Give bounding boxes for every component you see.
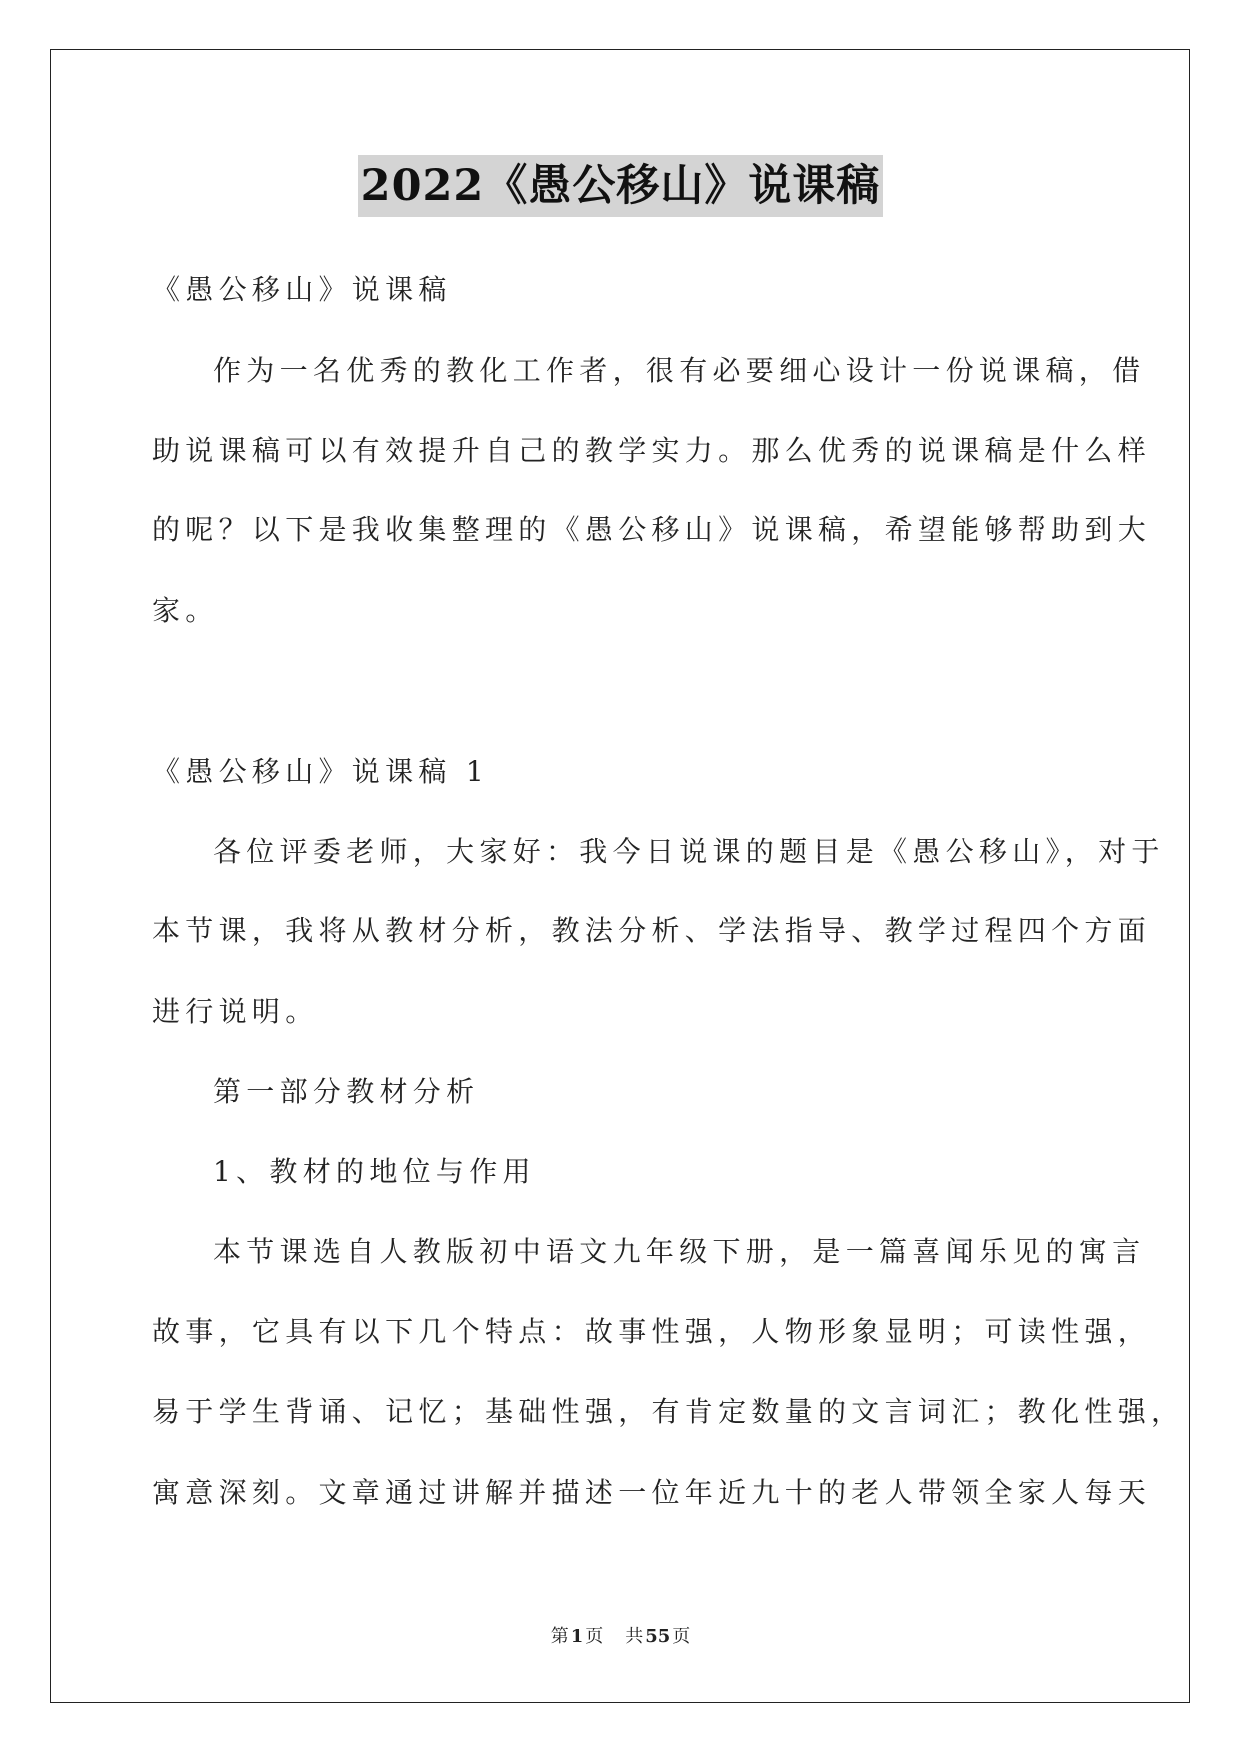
paragraph-line: 助说课稿可以有效提升自己的教学实力。那么优秀的说课稿是什么样: [152, 434, 1152, 467]
page-suffix: 页: [585, 1626, 604, 1647]
total-pages: 55: [645, 1626, 671, 1647]
paragraph-line: 本节课，我将从教材分析，教法分析、学法指导、教学过程四个方面: [152, 914, 1152, 947]
total-suffix: 页: [672, 1626, 691, 1647]
subsection-heading: 1、教材的地位与作用: [213, 1155, 536, 1188]
paragraph-line: 家。: [152, 594, 219, 627]
paragraph-line: 进行说明。: [152, 995, 319, 1028]
subsection-heading: 第一部分教材分析: [213, 1075, 480, 1108]
section-heading-1: 《愚公移山》说课稿 1: [152, 755, 490, 788]
paragraph-line: 本节课选自人教版初中语文九年级下册，是一篇喜闻乐见的寓言: [213, 1235, 1146, 1268]
paragraph-line: 各位评委老师，大家好：我今日说课的题目是《愚公移山》，对于: [213, 835, 1165, 868]
document-title: 2022《愚公移山》说课稿: [358, 155, 884, 217]
paragraph-line: 故事，它具有以下几个特点：故事性强，人物形象显明；可读性强，: [152, 1315, 1152, 1348]
paragraph-line: 易于学生背诵、记忆；基础性强，有肯定数量的文言词汇；教化性强，: [152, 1395, 1185, 1428]
page-number: 1: [570, 1626, 584, 1647]
page-prefix: 第: [550, 1626, 569, 1647]
page-footer: [0, 1625, 1241, 1649]
total-prefix: 共: [625, 1626, 644, 1647]
section-heading-intro: 《愚公移山》说课稿: [152, 273, 452, 306]
paragraph-line: 的呢？以下是我收集整理的《愚公移山》说课稿，希望能够帮助到大: [152, 513, 1152, 546]
title-container: [0, 155, 1241, 217]
paragraph-line: 寓意深刻。文章通过讲解并描述一位年近九十的老人带领全家人每天: [152, 1476, 1152, 1509]
paragraph-line: 作为一名优秀的教化工作者，很有必要细心设计一份说课稿，借: [213, 354, 1146, 387]
